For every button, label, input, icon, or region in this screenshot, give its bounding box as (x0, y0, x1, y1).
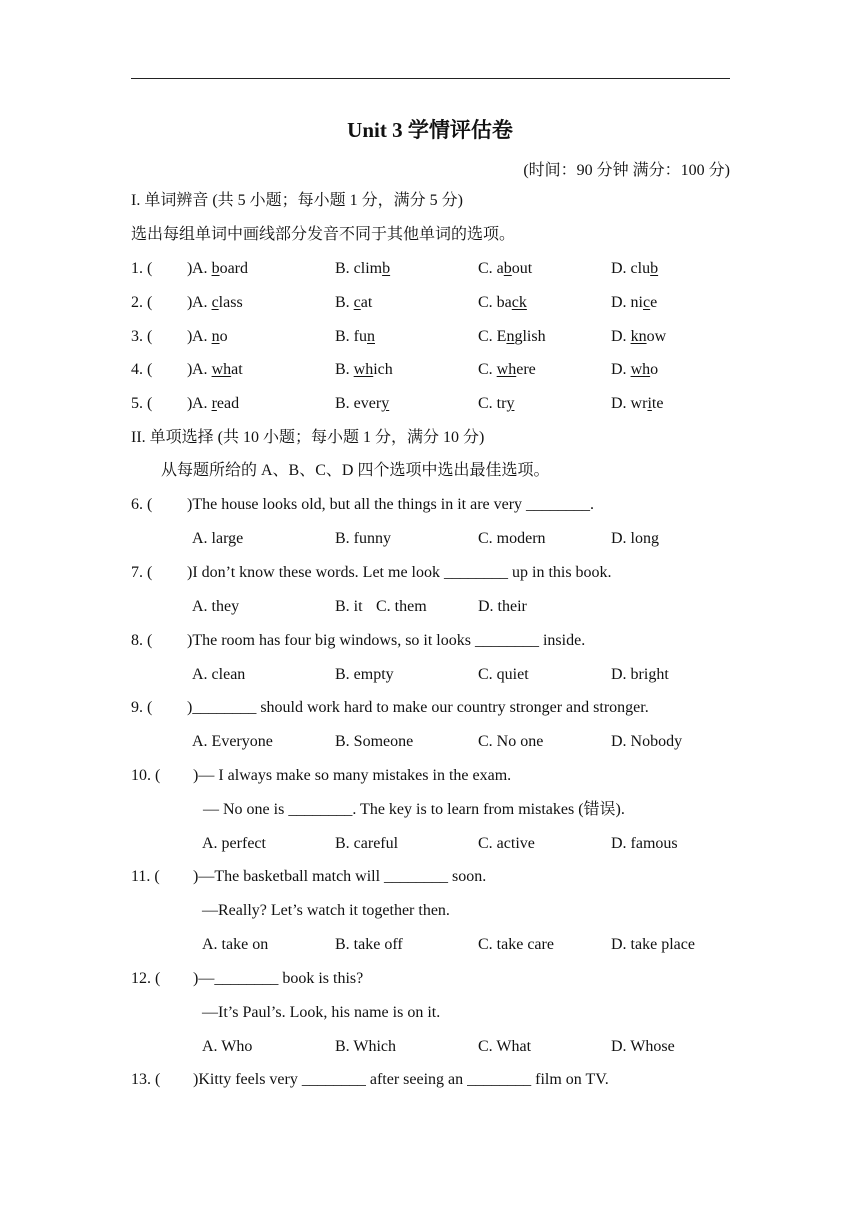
option-text: at (231, 361, 243, 378)
option-text: B. (335, 294, 354, 311)
option-b: B. Which (335, 1038, 397, 1055)
question-stem: )The room has four big windows, so it looks ________ inside. (187, 632, 586, 649)
question-number: 12. ( (131, 970, 161, 987)
question-number: 5. ( (131, 395, 153, 412)
underlined-letters: b (650, 260, 659, 277)
option-b: B. careful (335, 835, 399, 852)
option-b (335, 293, 372, 313)
question-stem: )________ should work hard to make our country stronger and stronger. (187, 699, 649, 716)
option-text: B. fu (335, 328, 367, 345)
option-text: o (219, 328, 228, 345)
question-8 (131, 631, 586, 651)
question-10-reply: — No one is ________. The key is to learn from mistakes (错误). (203, 801, 625, 818)
question-6 (131, 495, 595, 515)
option-d: D. Whose (611, 1038, 675, 1055)
page-title: Unit 3 学情评估卷 (347, 118, 513, 142)
option-text: oard (219, 260, 248, 277)
underlined-letters: c (353, 294, 361, 311)
option-b: B. empty (335, 666, 394, 683)
option-c: C. What (478, 1038, 532, 1055)
option-c: C. active (478, 835, 535, 852)
option-c (478, 327, 546, 347)
option-d: D. take place (611, 936, 695, 953)
option-d: D. their (478, 598, 527, 615)
option-c (478, 293, 527, 313)
answer-paren: ) (187, 328, 193, 345)
underlined-letters: wh (630, 361, 651, 378)
option-b (335, 259, 390, 279)
question-stem: )—The basketball match will ________ soon. (193, 868, 487, 885)
option-a: A. they (192, 598, 240, 615)
option-d (611, 259, 658, 279)
option-a: A. large (192, 530, 244, 547)
underlined-letters: n (367, 328, 375, 345)
question-stem: )— I always make so many mistakes in the exam. (193, 767, 512, 784)
question-number: 10. ( (131, 767, 161, 784)
question-number: 1. ( (131, 260, 153, 277)
underlined-letters: r (211, 395, 217, 412)
option-text: D. ni (611, 294, 643, 311)
option-d: D. long (611, 530, 659, 547)
option-text: ead (216, 395, 240, 412)
question-9 (131, 698, 649, 718)
underlined-letters: c (211, 294, 219, 311)
question-12-reply: —It’s Paul’s. Look, his name is on it. (202, 1004, 441, 1021)
section1-instruction: 选出每组单词中画线部分发音不同于其他单词的选项。 (131, 226, 516, 243)
option-b: B. funny (335, 530, 391, 547)
question-number: 6. ( (131, 496, 153, 513)
option-text: te (651, 395, 664, 412)
question-stem: )Kitty feels very ________ after seeing an ________ film on TV. (193, 1071, 609, 1088)
option-b: B. take off (335, 936, 403, 953)
option-text: B. ever (335, 395, 382, 412)
option-text: C. (478, 361, 497, 378)
option-text: ow (646, 328, 667, 345)
option-b (335, 394, 389, 414)
option-c (478, 259, 532, 279)
underlined-letters: c (643, 294, 651, 311)
option-text: D. (611, 328, 631, 345)
question-stem: )The house looks old, but all the things in it are very ________. (187, 496, 595, 513)
underlined-letters: wh (496, 361, 517, 378)
option-a (192, 360, 243, 380)
underlined-letters: b (211, 260, 220, 277)
option-a: A. take on (202, 936, 269, 953)
question-number: 8. ( (131, 632, 153, 649)
question-10 (131, 766, 512, 786)
option-c: C. No one (478, 733, 544, 750)
underlined-letters: ck (511, 294, 527, 311)
option-b: B. Someone (335, 733, 414, 750)
underlined-letters: kn (630, 328, 647, 345)
question-stem: )I don’t know these words. Let me look ________ up in this book. (187, 564, 612, 581)
question-number: 7. ( (131, 564, 153, 581)
section1-heading: I. 单词辨音 (共 5 小题；每小题 1 分，满分 5 分) (131, 192, 463, 209)
section2-instruction: 从每题所给的 A、B、C、D 四个选项中选出最佳选项。 (161, 462, 550, 479)
answer-paren: ) (187, 294, 193, 311)
underlined-letters: n (211, 328, 220, 345)
option-d: D. bright (611, 666, 669, 683)
option-c: C. quiet (478, 666, 529, 683)
answer-paren: ) (187, 260, 193, 277)
underlined-letters: wh (353, 361, 374, 378)
option-text: A. (192, 361, 212, 378)
option-text: B. clim (335, 260, 383, 277)
option-a: A. perfect (202, 835, 266, 852)
option-a (192, 394, 239, 414)
option-c: C. take care (478, 936, 554, 953)
option-text: glish (514, 328, 546, 345)
option-c (478, 360, 536, 380)
question-stem: )—________ book is this? (193, 970, 364, 987)
question-11-reply: —Really? Let’s watch it together then. (202, 902, 450, 919)
option-text: B. (335, 361, 354, 378)
option-a: A. Everyone (192, 733, 273, 750)
question-11 (131, 867, 487, 887)
option-text: A. (192, 294, 212, 311)
option-b (335, 360, 393, 380)
answer-paren: ) (187, 395, 193, 412)
option-d (611, 360, 658, 380)
option-text: ich (373, 361, 393, 378)
option-text: A. (192, 260, 212, 277)
underlined-letters: b (382, 260, 391, 277)
option-c (478, 394, 514, 414)
option-a (192, 293, 243, 313)
option-a (192, 259, 248, 279)
option-text: e (650, 294, 658, 311)
question-number: 11. ( (131, 868, 160, 885)
option-d: D. Nobody (611, 733, 683, 750)
option-text: at (360, 294, 373, 311)
time-info: (时间：90 分钟 满分：100 分) (523, 162, 730, 179)
option-d (611, 327, 666, 347)
option-text: o (650, 361, 659, 378)
option-text: C. tr (478, 395, 507, 412)
underlined-letters: y (506, 395, 515, 412)
option-text: ere (516, 361, 536, 378)
option-text: D. clu (611, 260, 651, 277)
underlined-letters: i (647, 395, 652, 412)
option-a (192, 327, 228, 347)
question-number: 13. ( (131, 1071, 161, 1088)
option-text: D. (611, 361, 631, 378)
option-d: D. famous (611, 835, 678, 852)
underlined-letters: wh (211, 361, 232, 378)
question-number: 9. ( (131, 699, 153, 716)
option-text: lass (218, 294, 243, 311)
underlined-letters: n (506, 328, 515, 345)
option-a: A. clean (192, 666, 246, 683)
option-b: B. it (335, 598, 363, 615)
question-number: 2. ( (131, 294, 153, 311)
question-7 (131, 563, 612, 583)
option-text: A. (192, 395, 212, 412)
option-text: D. wr (611, 395, 648, 412)
header-rule (131, 78, 730, 79)
option-a: A. Who (202, 1038, 253, 1055)
underlined-letters: b (503, 260, 512, 277)
option-text: C. E (478, 328, 507, 345)
question-13 (131, 1070, 609, 1090)
section2-heading: II. 单项选择 (共 10 小题；每小题 1 分，满分 10 分) (131, 429, 485, 446)
answer-paren: ) (187, 361, 193, 378)
option-text: C. ba (478, 294, 512, 311)
underlined-letters: y (381, 395, 390, 412)
option-text: A. (192, 328, 212, 345)
option-text: out (511, 260, 533, 277)
option-c: C. them (376, 598, 427, 615)
question-number: 4. ( (131, 361, 153, 378)
option-c: C. modern (478, 530, 546, 547)
option-d (611, 293, 657, 313)
question-12 (131, 969, 364, 989)
option-text: C. a (478, 260, 504, 277)
question-number: 3. ( (131, 328, 153, 345)
option-b (335, 327, 375, 347)
option-d (611, 394, 663, 414)
